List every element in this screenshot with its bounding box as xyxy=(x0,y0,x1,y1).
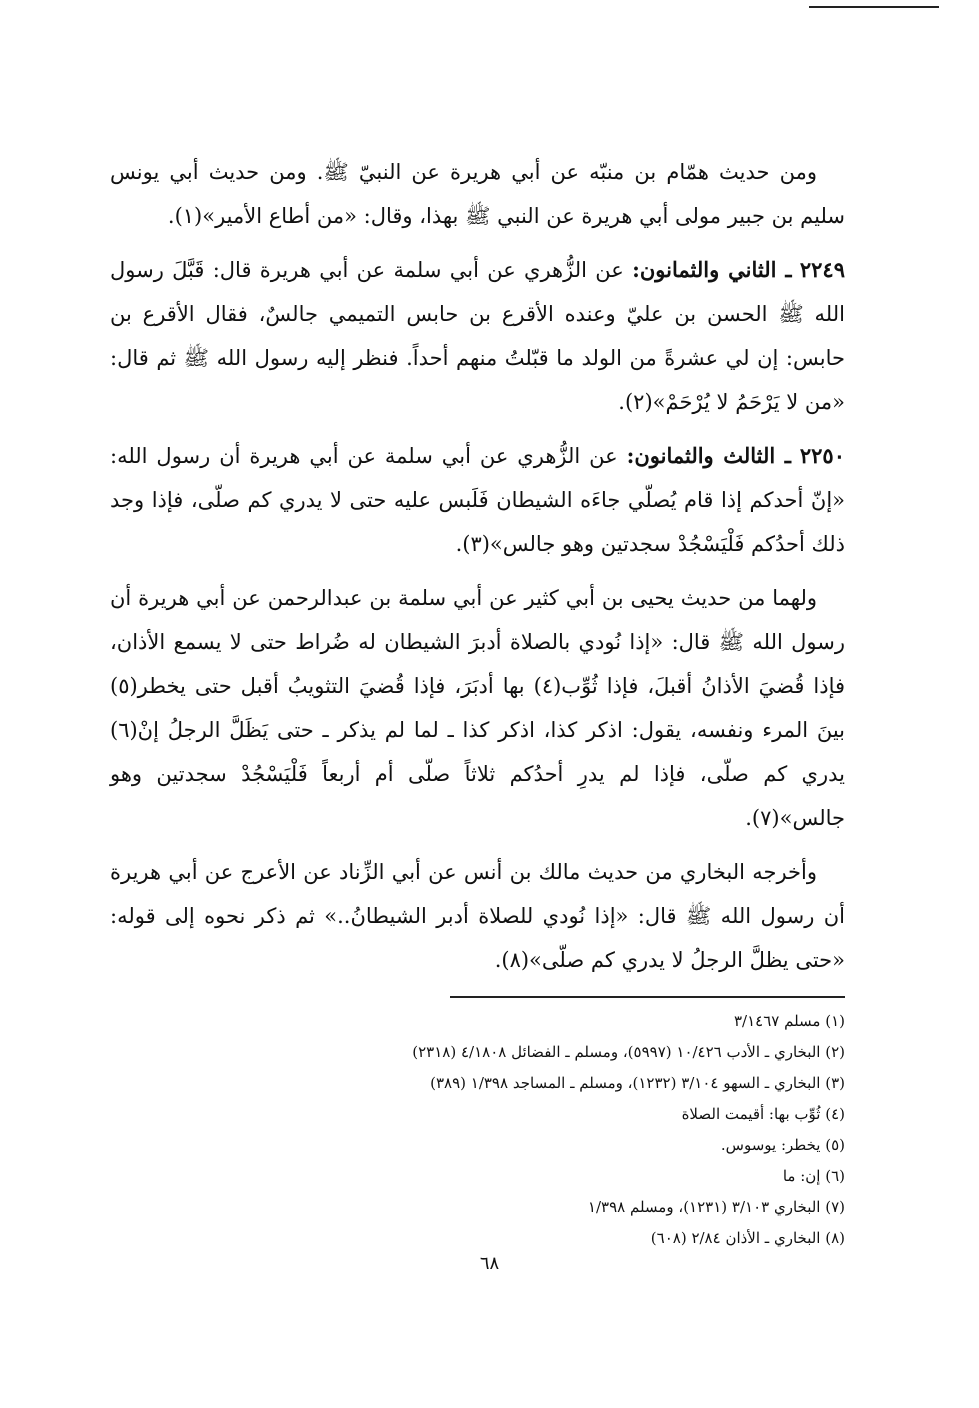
page-body xyxy=(110,150,845,1254)
footnote-4: (٤) ثُوِّب بها: أقيمت الصلاة xyxy=(681,1105,845,1123)
hadith-number: ٢٢٥٠ xyxy=(799,443,845,468)
paragraph-1-text: ومن حديث همّام بن منبّه عن أبي هريرة عن النبيّ ﷺ. ومن حديث أبي يونس سليم بن جبير مولى أبي هريرة عن النبي ﷺ بهذا، وقال: «من أطاع الأمير»(١). xyxy=(110,160,845,228)
hadith-heading: ـ الثالث والثمانون: xyxy=(626,443,791,468)
paragraph-4-text: ولهما من حديث يحيى بن أبي كثير عن أبي سلمة بن عبدالرحمن عن أبي هريرة أن رسول الله ﷺ قال: «إذا نُودي بالصلاة أدبرَ الشيطان له ضُراط حتى لا يسمع الأذان، فإذا قُضيَ الأذانُ أقبلَ، فإذا ثُوِّب(٤) بها أدبَرَ، فإذا قُضيَ التثويبُ أقبل حتى يخطر(٥) بينَ المرء ونفسه، يقول: اذكر كذا، اذكر كذا ـ لما لم يذكر ـ حتى يَظَلَّ الرجلُ إنْ(٦) يدري كم صلّى، فإذا لم يدرِ أحدُكم ثلاثاً صلّى أم أربعاً فَلْيَسْجُدْ سجدتين وهو جالس»(٧). xyxy=(110,586,846,830)
hadith-number: ٢٢٤٩ xyxy=(799,257,845,282)
top-rule xyxy=(809,6,939,8)
footnote-5: (٥) يخطر: يوسوس. xyxy=(720,1136,845,1154)
hadith-2249 xyxy=(110,248,845,424)
footnote-7: (٧) البخاري ٣/١٠٣ (١٢٣١)، ومسلم ١/٣٩٨ xyxy=(587,1198,845,1216)
footnote-divider xyxy=(450,996,845,998)
hadith-text: عن الزُّهري عن أبي سلمة عن أبي هريرة أن رسول الله: «إنّ أحدكم إذا قام يُصلّي جاءَه الشيطان فَلَبس عليه حتى لا يدري كم صلّى، فإذا وجد ذلك أحدُكم فَلْيَسْجُدْ سجدتين وهو جالس»(٣). xyxy=(110,444,845,556)
footnote-2: (٢) البخاري ـ الأدب ١٠/٤٢٦ (٥٩٩٧)، ومسلم ـ الفضائل ٤/١٨٠٨ (٢٣١٨) xyxy=(412,1043,845,1061)
footnote-3: (٣) البخاري ـ السهو ٣/١٠٤ (١٢٣٢)، ومسلم ـ المساجد ١/٣٩٨ (٣٨٩) xyxy=(430,1074,845,1092)
hadith-text: عن الزُّهري عن أبي سلمة عن أبي هريرة قال: قَبَّلَ رسول الله ﷺ الحسن بن عليّ وعنده الأقرع بن حابس التميمي جالسٌ، فقال الأقرع بن حابس: إن لي عشرةً من الولد ما قبّلتُ منهم أحداً. فنظر إليه رسول الله ﷺ ثم قال: «من لا يَرْحَمُ لا يُرْحَمْ»(٢). xyxy=(110,258,845,414)
paragraph-5-text: وأخرجه البخاري من حديث مالك بن أنس عن أبي الزِّناد عن الأعرج عن أبي هريرة أن رسول الله ﷺ قال: «إذا نُودي للصلاة أدبر الشيطانُ..» ثم ذكر نحوه إلى قوله: «حتى يظلَّ الرجلُ لا يدري كم صلّى»(٨). xyxy=(110,860,845,972)
page-number: ٦٨ xyxy=(479,1253,500,1274)
footnotes xyxy=(110,1006,845,1254)
hadith-heading: ـ الثاني والثمانون: xyxy=(632,257,792,282)
paragraph-4 xyxy=(110,576,845,840)
hadith-2250 xyxy=(110,434,845,566)
footnote-6: (٦) إن: ما xyxy=(782,1167,845,1185)
footnote-1: (١) مسلم ٣/١٤٦٧ xyxy=(733,1012,845,1030)
paragraph-1 xyxy=(110,150,845,238)
footnote-8: (٨) البخاري ـ الأذان ٢/٨٤ (٦٠٨) xyxy=(650,1229,845,1247)
paragraph-5 xyxy=(110,850,845,982)
